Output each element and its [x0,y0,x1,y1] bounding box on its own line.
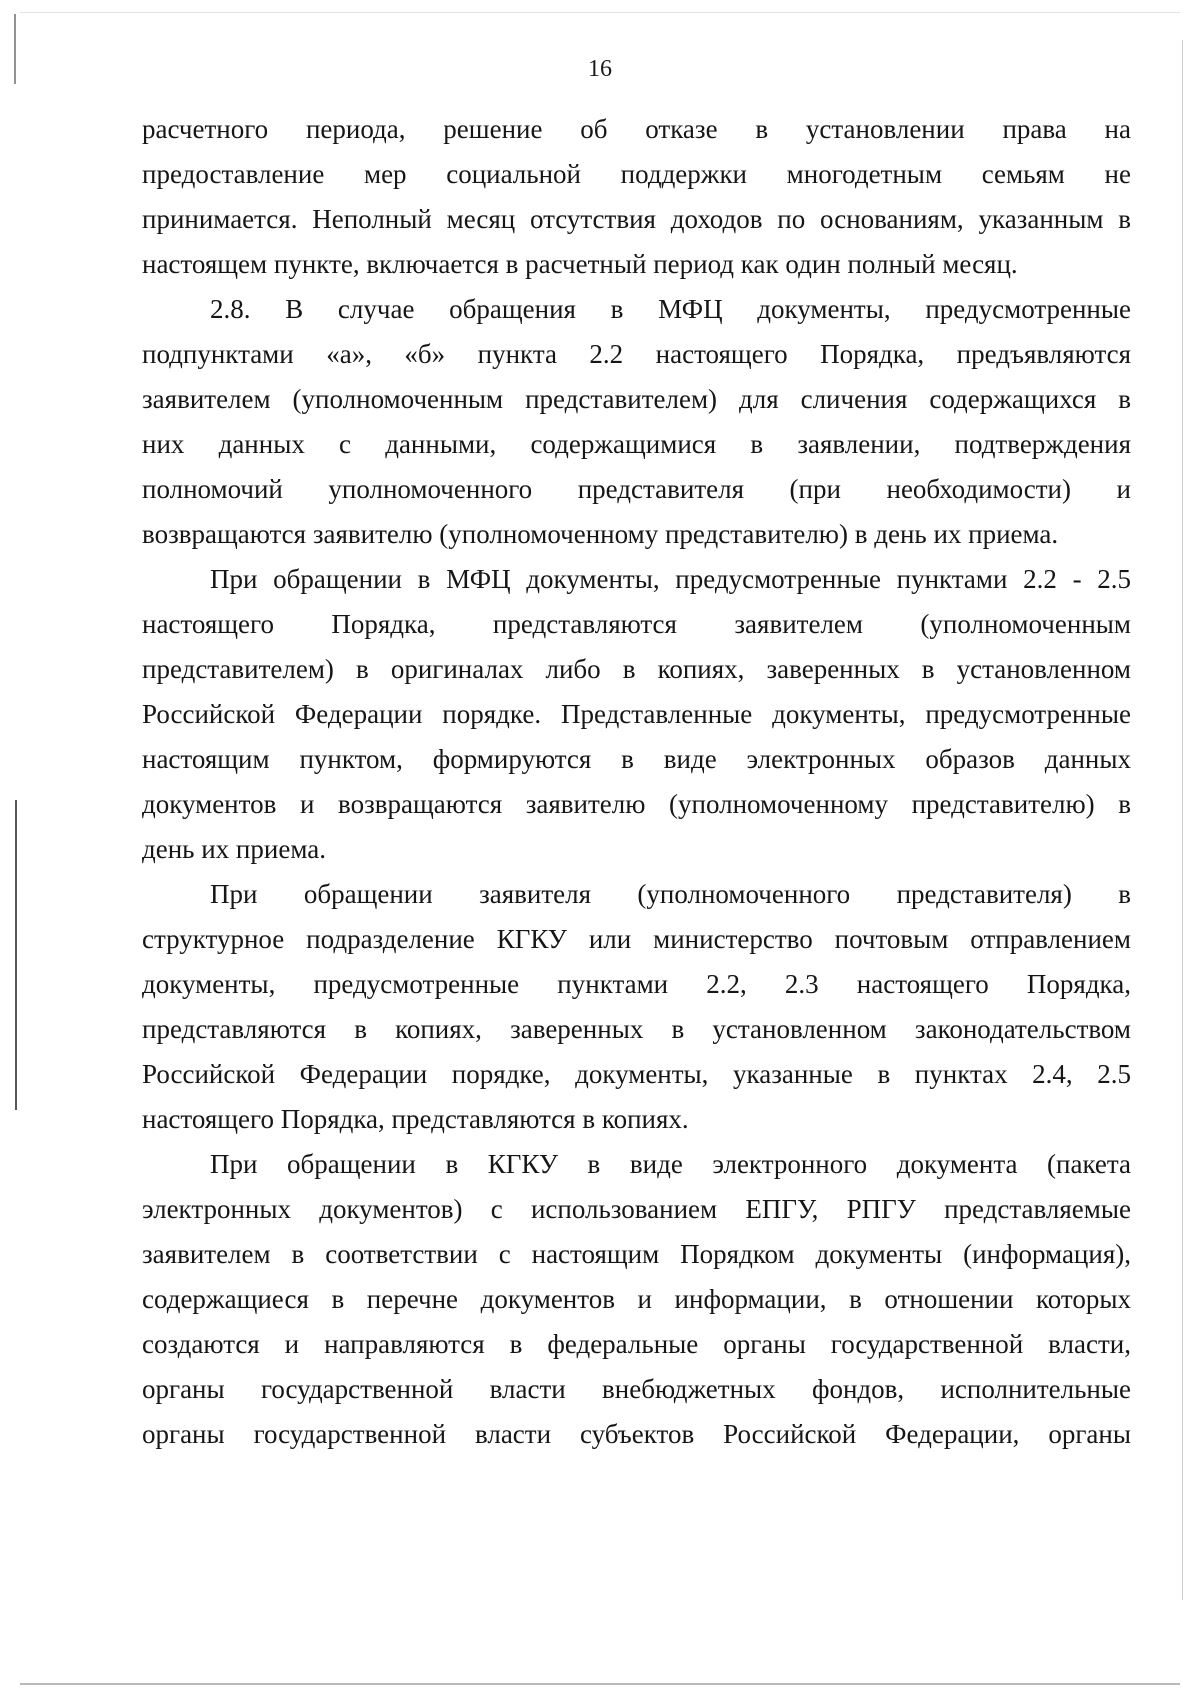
text-line: возвращаются заявителю (уполномоченному представителю) в день их приема. [142,519,1059,549]
text-line: Российской Федерации порядке, документы, указанные в пунктах 2.4, 2.5 [142,1059,1131,1089]
text-line: При обращении в МФЦ документы, предусмотренные пунктами 2.2 - 2.5 [210,564,1131,594]
text-line: представляются в копиях, заверенных в установленном законодательством [142,1014,1131,1044]
text-line: принимается. Неполный месяц отсутствия доходов по основаниям, указанным в [142,204,1131,234]
page-number: 16 [588,56,612,82]
text-line: создаются и направляются в федеральные органы государственной власти, [142,1329,1131,1359]
text-line: органы государственной власти субъектов Российской Федерации, органы [142,1419,1131,1449]
text-line: заявителем (уполномоченным представителем) для сличения содержащихся в [142,384,1131,414]
text-line: подпунктами «а», «б» пункта 2.2 настоящего Порядка, предъявляются [142,339,1131,369]
text-line: них данных с данными, содержащимися в заявлении, подтверждения [142,429,1131,459]
text-line: органы государственной власти внебюджетных фондов, исполнительные [142,1374,1131,1404]
text-line: структурное подразделение КГКУ или министерство почтовым отправлением [142,924,1131,954]
text-line: настоящем пункте, включается в расчетный период как один полный месяц. [142,249,1018,279]
text-line: день их приема. [142,834,326,864]
text-line: настоящего Порядка, представляются заявителем (уполномоченным [142,609,1131,639]
text-line: полномочий уполномоченного представителя (при необходимости) и [142,474,1131,504]
text-line: При обращении в КГКУ в виде электронного документа (пакета [210,1149,1131,1179]
scan-edge-mark [1182,40,1183,1600]
text-line: 2.8. В случае обращения в МФЦ документы, предусмотренные [210,294,1131,324]
text-line: электронных документов) с использованием ЕПГУ, РПГУ представляемые [142,1194,1131,1224]
text-line: настоящего Порядка, представляются в копиях. [142,1104,689,1134]
text-line: настоящим пунктом, формируются в виде электронных образов данных [142,744,1131,774]
text-line: представителем) в оригиналах либо в копиях, заверенных в установленном [142,654,1131,684]
text-line: При обращении заявителя (уполномоченного представителя) в [210,879,1131,909]
text-line: содержащиеся в перечне документов и информации, в отношении которых [142,1284,1131,1314]
scan-edge-mark [14,14,16,84]
scan-edge-mark [15,800,17,1110]
scan-edge-mark [20,1683,1180,1685]
text-line: предоставление мер социальной поддержки многодетным семьям не [142,159,1131,189]
text-line: заявителем в соответствии с настоящим Порядком документы (информация), [142,1239,1131,1269]
text-line: Российской Федерации порядке. Представленные документы, предусмотренные [142,699,1131,729]
text-line: расчетного периода, решение об отказе в установлении права на [142,114,1131,144]
text-line: документов и возвращаются заявителю (уполномоченному представителю) в [142,789,1131,819]
text-line: документы, предусмотренные пунктами 2.2, 2.3 настоящего Порядка, [142,969,1131,999]
scan-edge-mark [20,12,1180,13]
